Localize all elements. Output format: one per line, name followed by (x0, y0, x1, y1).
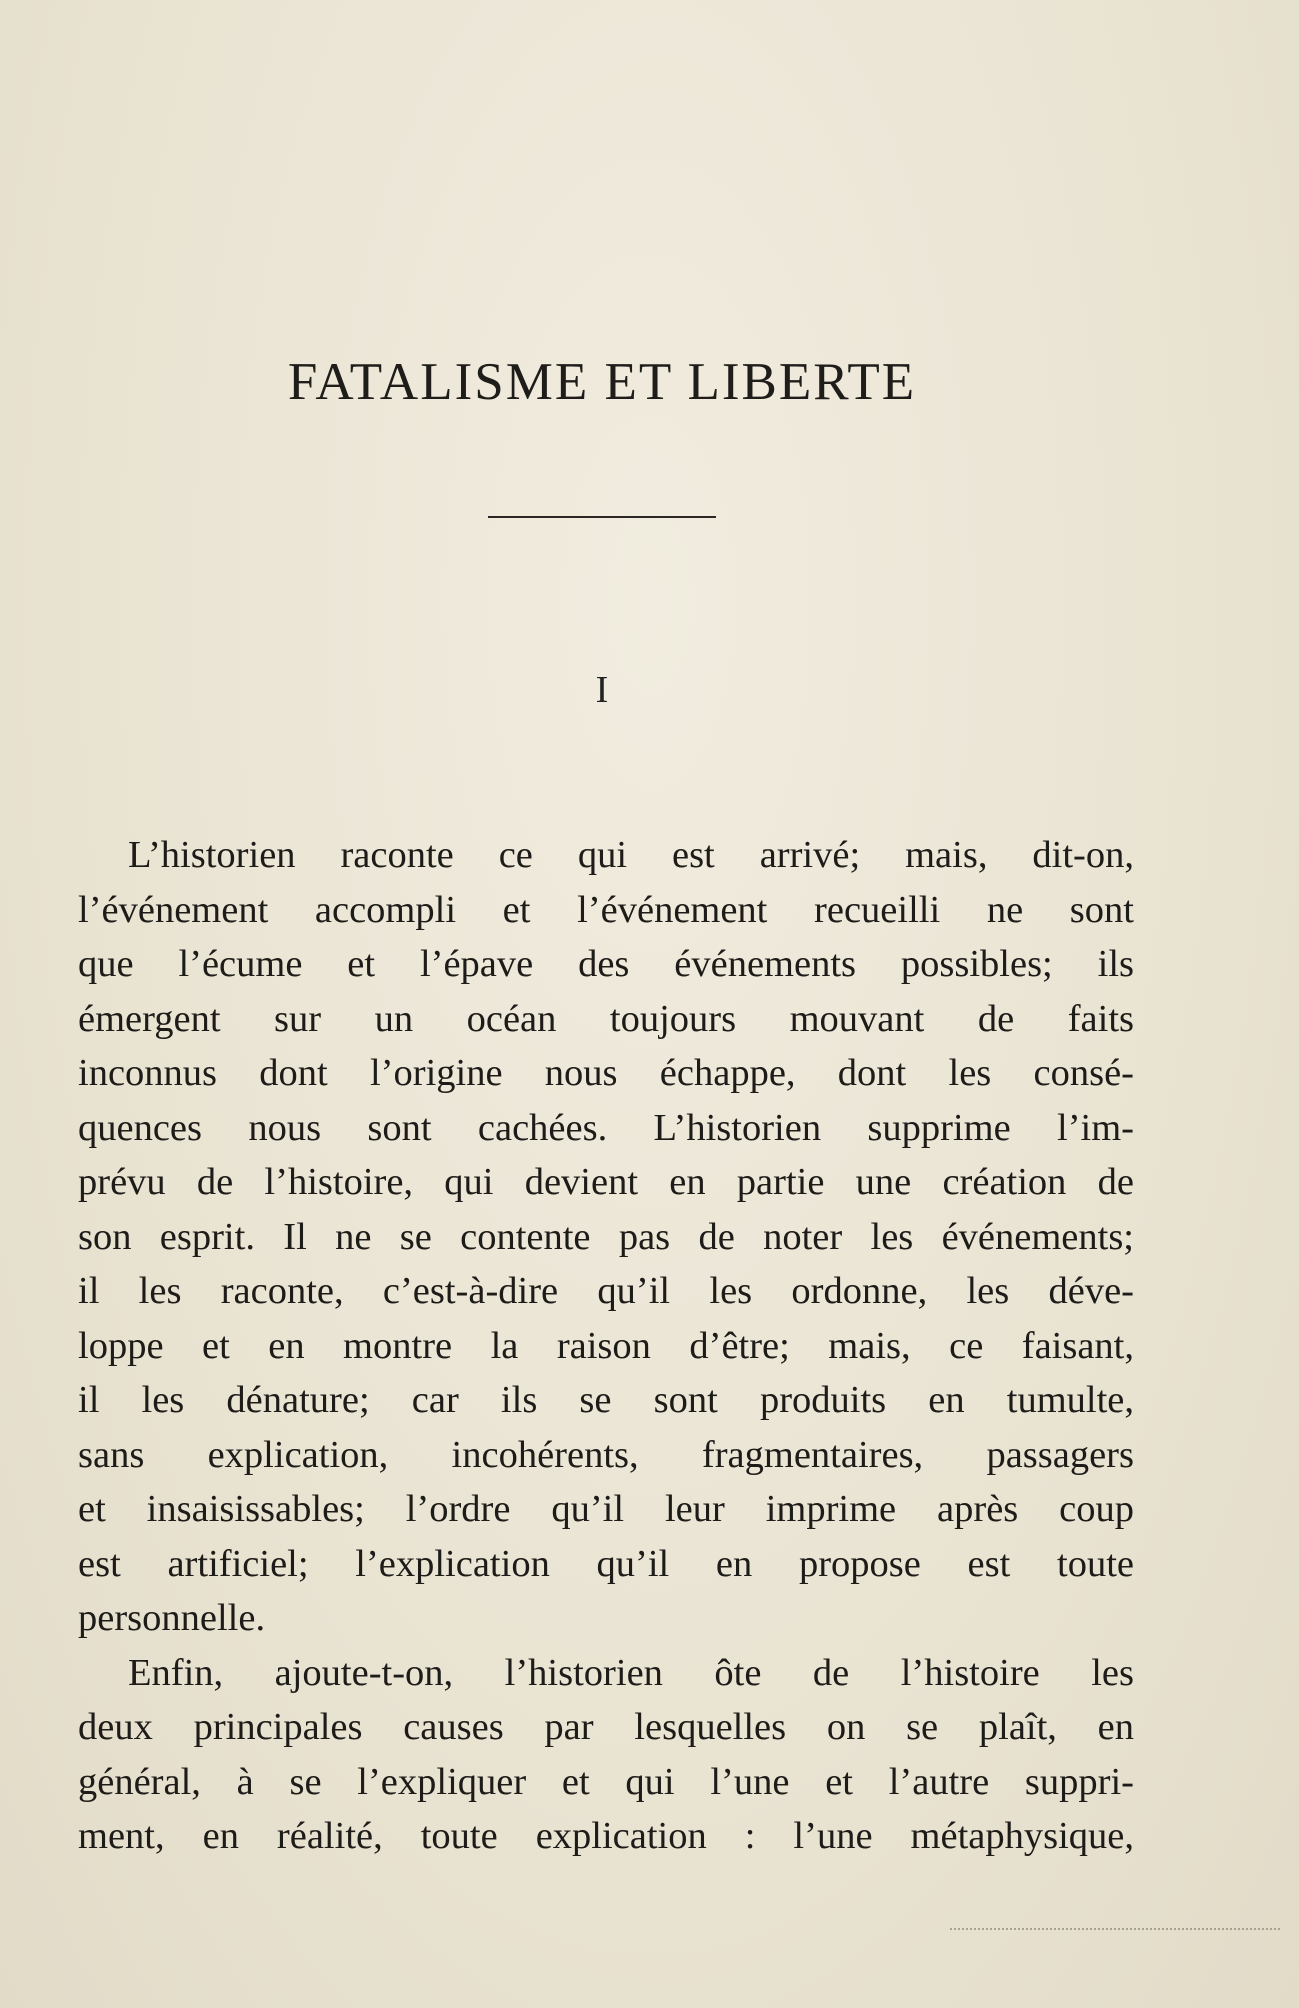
text-line: que l’écume et l’épave des événements possibles; ils (78, 943, 1134, 985)
text-line: personnelle. (78, 1597, 266, 1639)
text-line: loppe et en montre la raison d’être; mais, ce faisant, (78, 1324, 1134, 1367)
paragraph-1 (78, 828, 1134, 1646)
text-line: l’événement accompli et l’événement recueilli ne sont (78, 888, 1134, 931)
body-text (78, 828, 1134, 1864)
text-line: est artificiel; l’explication qu’il en propose est toute (78, 1542, 1134, 1585)
text-line: et insaisissables; l’ordre qu’il leur imprime après coup (78, 1488, 1134, 1530)
page-smudge (950, 1928, 1280, 1940)
text-line: général, à se l’expliquer et qui l’une et l’autre suppri- (78, 1760, 1134, 1803)
text-line: deux principales causes par lesquelles on se plaît, en (78, 1706, 1134, 1748)
text-line: Enfin, ajoute-t-on, l’historien ôte de l’histoire les (128, 1651, 1134, 1694)
text-line: son esprit. Il ne se contente pas de noter les événements; (78, 1215, 1134, 1258)
text-line: quences nous sont cachées. L’historien supprime l’im- (78, 1106, 1134, 1149)
text-line: émergent sur un océan toujours mouvant de faits (78, 997, 1134, 1040)
text-line: L’historien raconte ce qui est arrivé; mais, dit-on, (128, 834, 1134, 876)
chapter-title: FATALISME ET LIBERTE (287, 353, 917, 411)
text-line: inconnus dont l’origine nous échappe, dont les consé- (78, 1052, 1134, 1094)
section-number: I (595, 669, 609, 711)
paragraph-2 (78, 1646, 1134, 1864)
title-rule (488, 516, 716, 518)
text-line: prévu de l’histoire, qui devient en partie une création de (78, 1161, 1134, 1203)
text-line: ment, en réalité, toute explication : l’une métaphysique, (78, 1815, 1134, 1857)
text-line: il les dénature; car ils se sont produits en tumulte, (78, 1379, 1134, 1421)
text-line: il les raconte, c’est-à-dire qu’il les ordonne, les déve- (78, 1270, 1134, 1312)
text-line: sans explication, incohérents, fragmentaires, passagers (78, 1433, 1134, 1476)
